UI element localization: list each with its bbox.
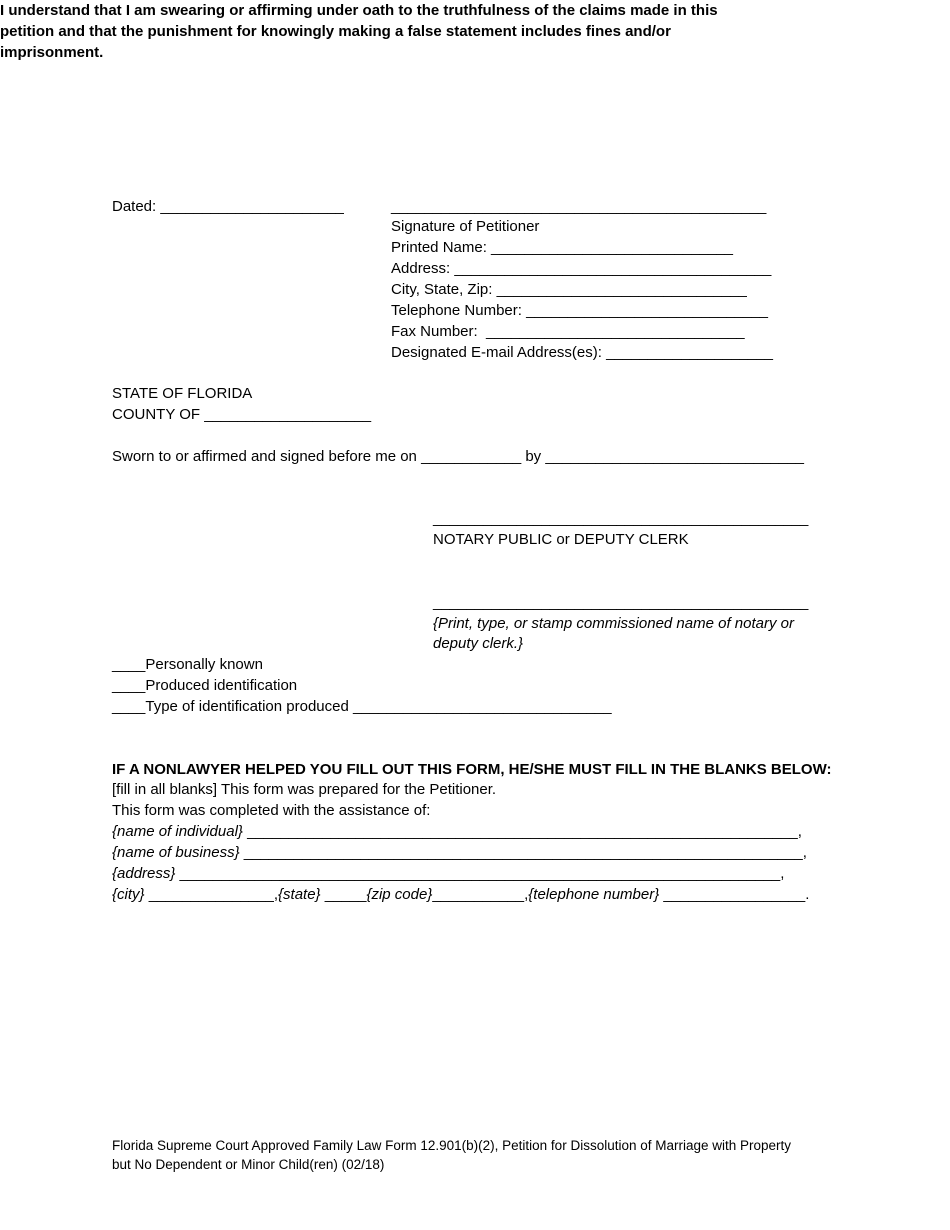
petitioner-signature-label: Signature of Petitioner: [391, 218, 540, 235]
nonlawyer-address-label: {address}: [112, 865, 176, 882]
notary-name-instruction-cont: deputy clerk.}: [433, 635, 524, 652]
notary-signature-label: NOTARY PUBLIC or DEPUTY CLERK: [433, 531, 689, 548]
address-field[interactable]: Address: ______________________________________: [391, 260, 772, 277]
notary-signature-line[interactable]: _____________________________________________: [433, 510, 809, 527]
nonlawyer-address-blank[interactable]: ________________________________________________________________________,: [175, 865, 785, 882]
footer-line-1: Florida Supreme Court Approved Family Law Form 12.901(b)(2), Petition for Dissolution of Marriage with Property: [112, 1138, 792, 1153]
fax-field[interactable]: Fax Number: _______________________________: [391, 323, 745, 340]
telephone-number-blank[interactable]: _________________.: [659, 886, 810, 903]
nonlawyer-assistance: This form was completed with the assistance of:: [112, 802, 431, 819]
individual-name-blank[interactable]: __________________________________________________________________,: [242, 823, 802, 840]
business-name-blank[interactable]: ___________________________________________________________________,: [239, 844, 807, 861]
city-blank[interactable]: _______________,: [144, 886, 279, 903]
business-name-field[interactable]: [112, 842, 807, 863]
business-name-label: {name of business}: [112, 844, 240, 861]
dated-field[interactable]: Dated: ______________________: [112, 198, 344, 215]
id-type-field[interactable]: ____Type of identification produced _______________________________: [112, 698, 612, 715]
personally-known-option[interactable]: ____Personally known: [112, 656, 263, 673]
city-state-zip-field[interactable]: City, State, Zip: ______________________________: [391, 281, 747, 298]
nonlawyer-address-field[interactable]: [112, 863, 784, 884]
email-field[interactable]: Designated E-mail Address(es): ____________________: [391, 344, 773, 361]
oath-statement: I understand that I am swearing or affirming under oath to the truthfulness of the claims made in this petition and that the punishment for knowingly making a false statement includes fines and/or imprisonment.: [0, 2, 718, 61]
petitioner-signature-line[interactable]: _____________________________________________: [391, 198, 767, 215]
city-label: {city}: [112, 886, 145, 903]
county-field[interactable]: COUNTY OF ____________________: [112, 406, 372, 423]
city-state-zip-phone-row: [112, 884, 809, 905]
notary-name-instruction: {Print, type, or stamp commissioned name of notary or: [433, 615, 794, 632]
footer-line-2: but No Dependent or Minor Child(ren) (02/18): [112, 1157, 385, 1172]
produced-id-option[interactable]: ____Produced identification: [112, 677, 298, 694]
telephone-number-label: {telephone number}: [528, 886, 660, 903]
printed-name-field[interactable]: Printed Name: _____________________________: [391, 239, 733, 256]
nonlawyer-heading: IF A NONLAWYER HELPED YOU FILL OUT THIS FORM, HE/SHE MUST FILL IN THE BLANKS BELOW:: [112, 761, 832, 778]
state-heading: STATE OF FLORIDA: [112, 385, 253, 402]
individual-name-label: {name of individual}: [112, 823, 243, 840]
telephone-field[interactable]: Telephone Number: _____________________________: [391, 302, 769, 319]
zip-code-blank[interactable]: ___________,: [432, 886, 529, 903]
individual-name-field[interactable]: [112, 821, 802, 842]
zip-code-label: {zip code}: [366, 886, 433, 903]
state-label: {state}: [278, 886, 321, 903]
nonlawyer-instruction: [fill in all blanks] This form was prepared for the Petitioner.: [112, 781, 497, 798]
notary-name-line[interactable]: _____________________________________________: [433, 594, 809, 611]
state-blank[interactable]: _____: [320, 886, 367, 903]
sworn-line[interactable]: Sworn to or affirmed and signed before me on ____________ by _______________________________: [112, 448, 804, 465]
